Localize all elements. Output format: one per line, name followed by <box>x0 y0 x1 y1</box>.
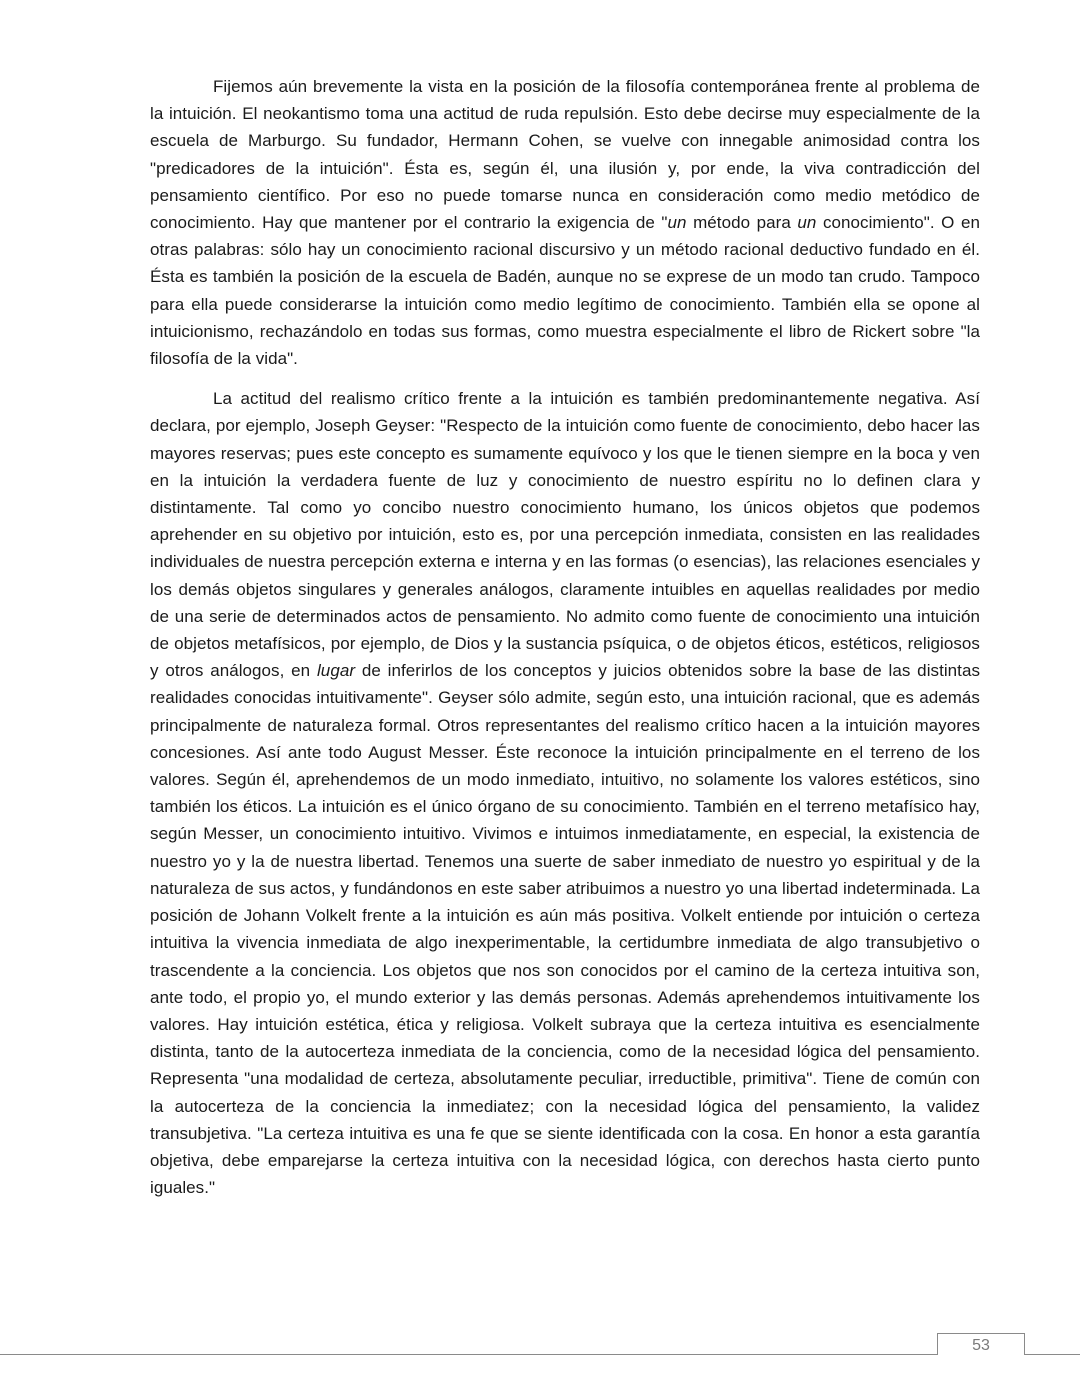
italic-text-run: lugar <box>316 661 356 681</box>
text-run: método para <box>686 213 798 233</box>
page-number: 53 <box>972 1337 990 1354</box>
paragraph-intuition-neokantism <box>150 73 980 372</box>
paragraph-critical-realism <box>150 385 980 1201</box>
text-run: Fijemos aún brevemente la vista en la posición de la filosofía contemporánea frente al problema de la intuición. El neokantismo toma una actitud de ruda repulsión. Esto debe decirse muy especialmente de la escuela de Marburgo. Su fundador, Hermann Cohen, se vuelve con innegable animosidad contra los "predicadores de la intuición". Ésta es, según él, una ilusión y, por ende, la viva contradicción del pensamiento científico. Por eso no puede tomarse nunca en consideración como medio metódico de conocimiento. Hay que mantener por el contrario la exigencia de " <box>150 77 980 233</box>
italic-text-run: un <box>797 213 817 233</box>
text-run: de inferirlos de los conceptos y juicios obtenidos sobre la base de las distintas realidades conocidas intuitivamente". Geyser sólo admite, según esto, una intuición racional, que es además principalmente de naturaleza formal. Otros representantes del realismo crítico hacen a la intuición mayores concesiones. Así ante todo August Messer. Éste reconoce la intuición principalmente en el terreno de los valores. Según él, aprehendemos de un modo inmediato, intuitivo, no solamente los valores estéticos, sino también los éticos. La intuición es el único órgano de su conocimiento. También en el terreno metafísico hay, según Messer, un conocimiento intuitivo. Vivimos e intuimos inmediatamente, en especial, la existencia de nuestro yo y la de nuestra libertad. Tenemos una suerte de saber inmediato de nuestro yo espiritual y de la naturaleza de sus actos, y fundándonos en este saber atribuimos a nuestro yo una libertad indeterminada. La posición de Johann Volkelt frente a la intuición es aún más positiva. Volkelt entiende por intuición o certeza intuitiva la vivencia inmediata de algo inexperimentable, la certidumbre inmediata de algo transubjetivo o trascendente a la conciencia. Los objetos que nos son conocidos por el camino de la certeza intuitiva son, ante todo, el propio yo, el mundo exterior y las demás personas. Además aprehendemos intuitivamente los valores. Hay intuición estética, ética y religiosa. Volkelt subraya que la certeza intuitiva es esencialmente distinta, tanto de la autocerteza inmediata de la conciencia, como de la necesidad lógica del pensamiento. Representa "una modalidad de certeza, absolutamente peculiar, irreductible, primitiva". Tiene de común con la autocerteza de la conciencia la inmediatez; con la necesidad lógica del pensamiento, la validez transubjetiva. "La certeza intuitiva es una fe que se siente identificada con la cosa. En honor a esta garantía objetiva, debe emparejarse la certeza intuitiva con la necesidad lógica, con derechos hasta cierto punto iguales." <box>150 661 980 1198</box>
text-run: La actitud del realismo crítico frente a la intuición es también predominantemente negativa. Así declara, por ejemplo, Joseph Geyser: "Respecto de la intuición como fuente de conocimiento, debo hacer las mayores reservas; pues este concepto es sumamente equívoco y los que le tienen siempre en la boca y ven en la intuición la verdadera fuente de luz y conocimiento de nuestro espíritu no lo definen clara y distintamente. Tal como yo concibo nuestro conocimiento humano, los únicos objetos que podemos aprehender en su objetivo por intuición, esto es, por una percepción inmediata, consisten en las realidades individuales de nuestra percepción externa e interna y en las formas (o esencias), las relaciones esenciales y los demás objetos singulares y generales análogos, claramente intuibles en aquellas realidades por medio de una serie de determinados actos de pensamiento. No admito como fuente de conocimiento una intuición de objetos metafísicos, por ejemplo, de Dios y la sustancia psíquica, o de objetos éticos, estéticos, religiosos y otros análogos, en <box>150 389 980 681</box>
italic-text-run: un <box>667 213 687 233</box>
text-run: conocimiento". O en otras palabras: sólo hay un conocimiento racional discursivo y un método racional deductivo fundado en él. Ésta es también la posición de la escuela de Badén, aunque no se exprese de un modo tan crudo. Tampoco para ella puede considerarse la intuición como medio legítimo de conocimiento. También ella se opone al intuicionismo, rechazándolo en todas sus formas, como muestra especialmente el libro de Rickert sobre "la filosofía de la vida". <box>150 213 980 369</box>
page-number-box <box>937 1333 1025 1355</box>
page-body <box>150 73 980 1201</box>
footer-rule <box>0 1354 1080 1355</box>
